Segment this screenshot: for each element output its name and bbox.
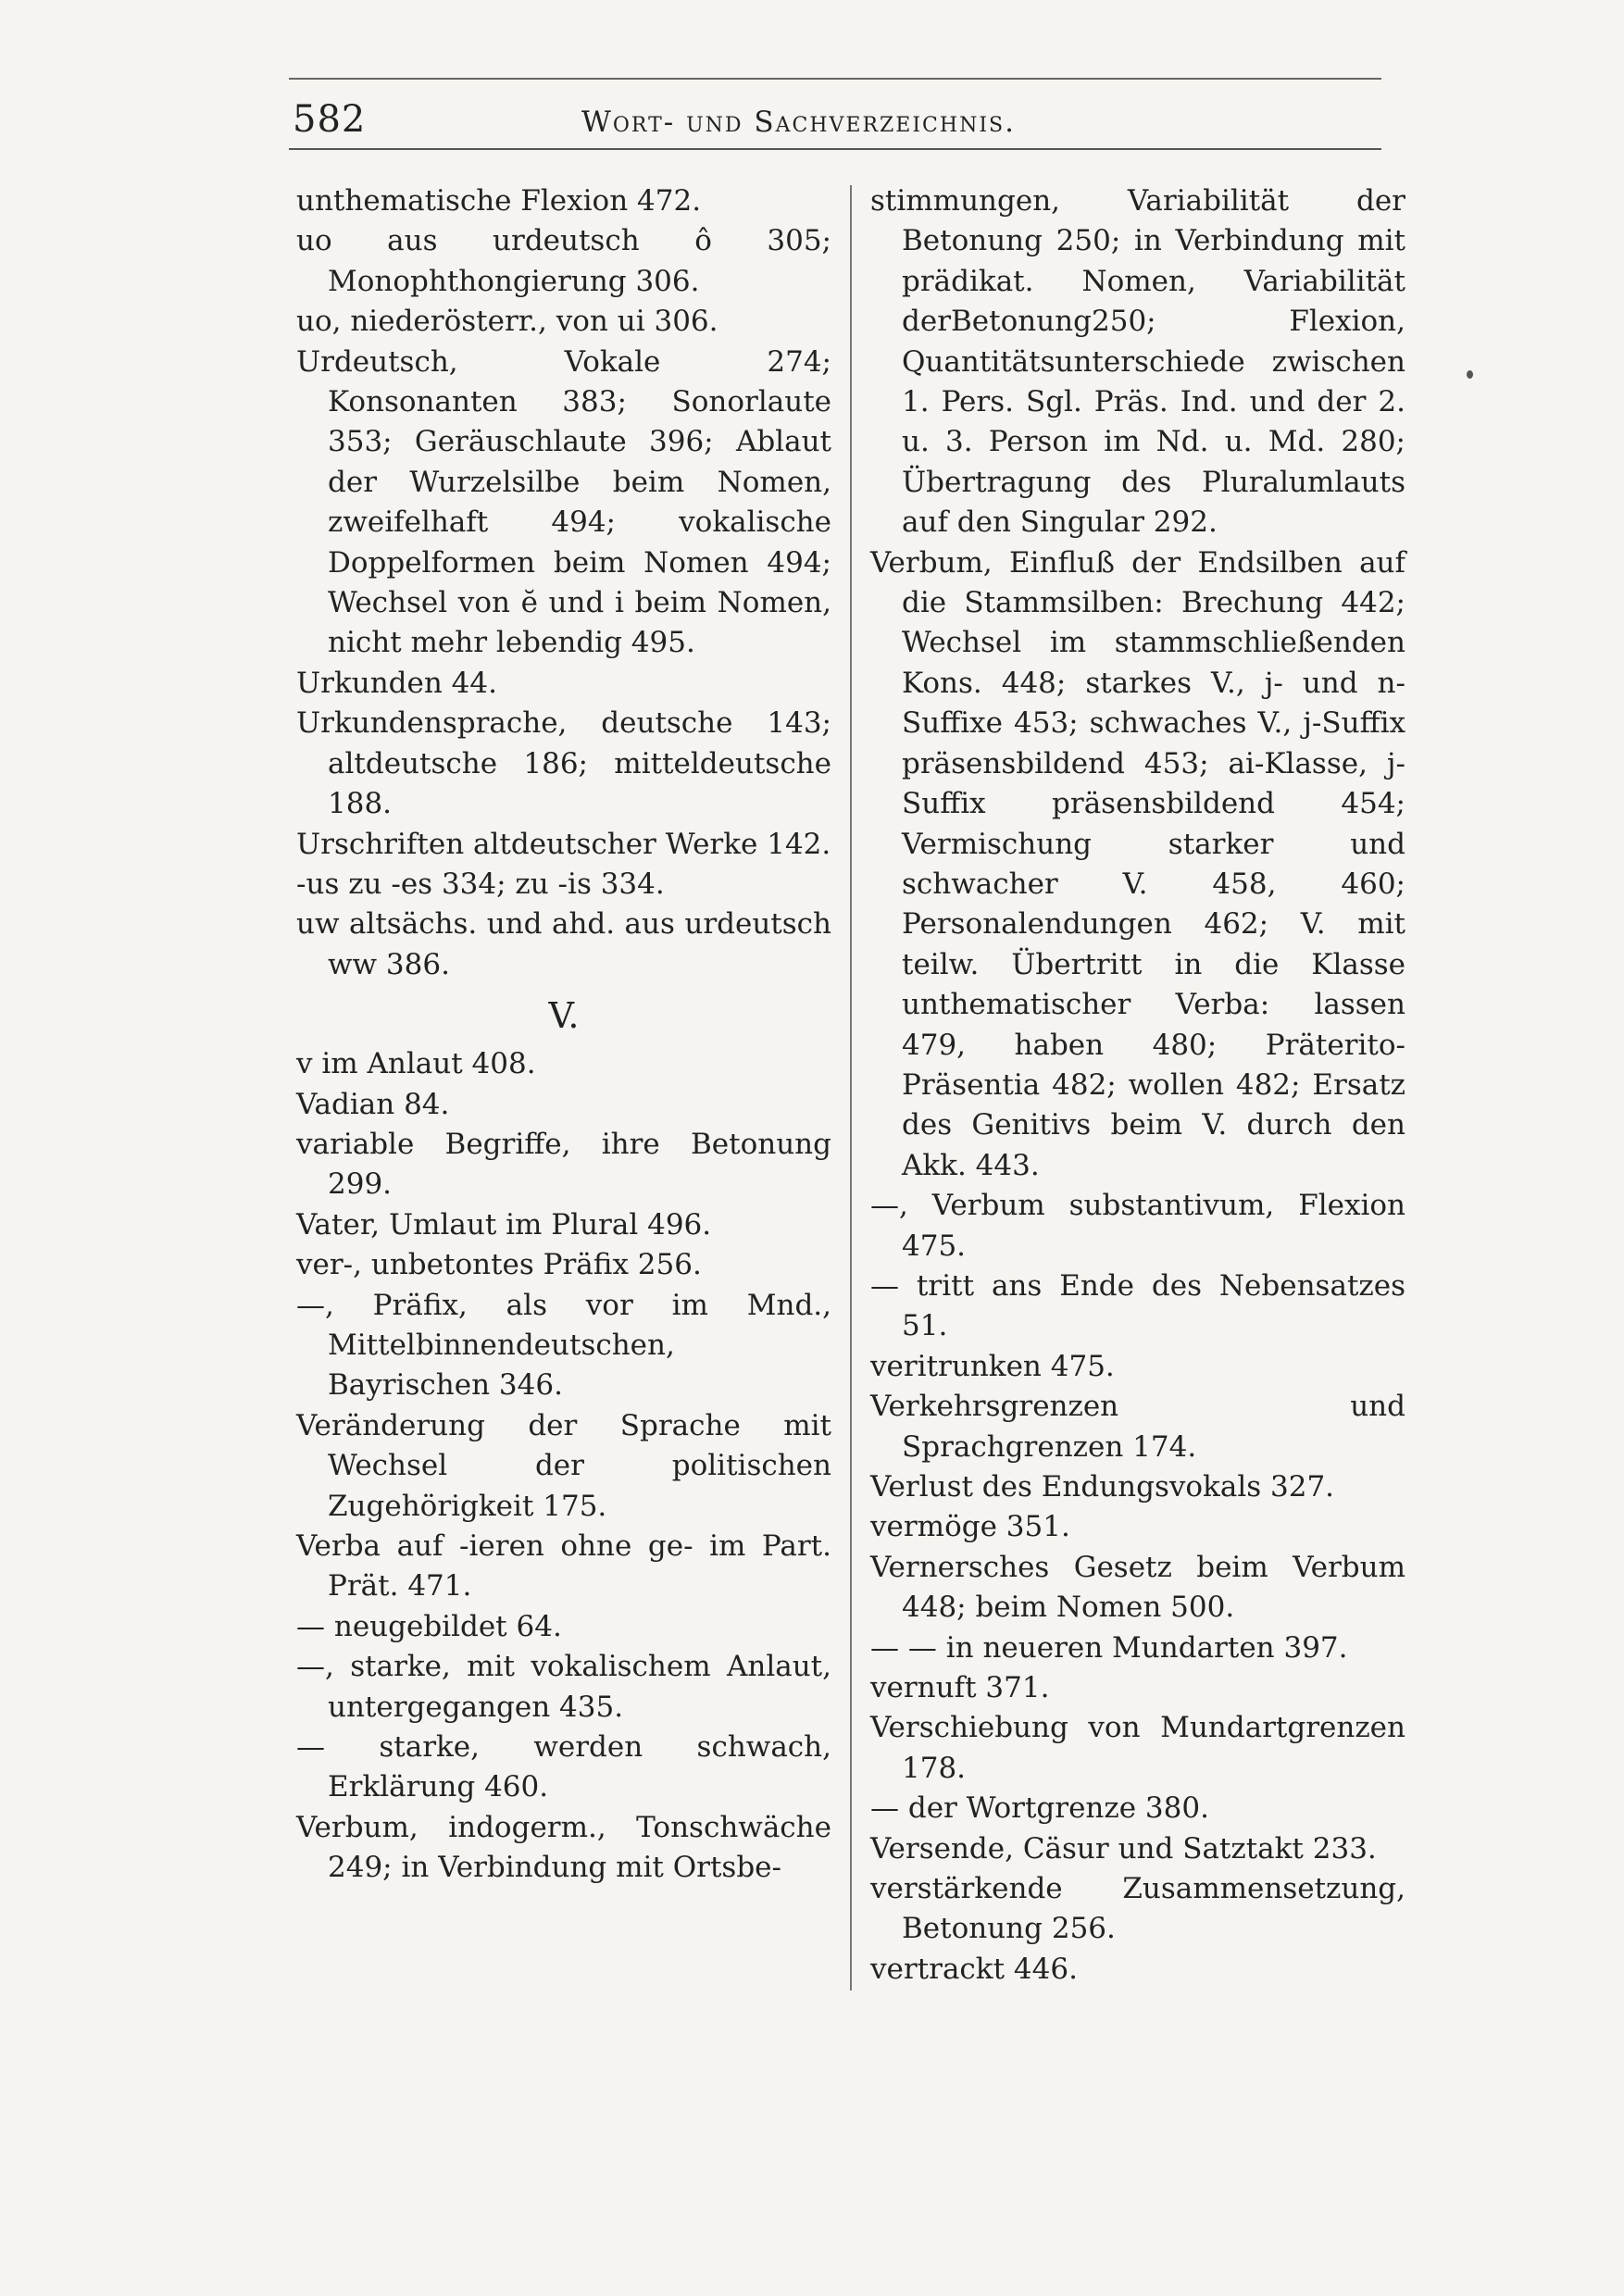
index-entry: Verschiebung von Mundartgrenzen 178. bbox=[870, 1711, 1405, 1785]
index-entry: variable Begriffe, ihre Betonung 299. bbox=[296, 1127, 831, 1202]
header-rule bbox=[289, 148, 1381, 150]
index-entry: unthematische Flexion 472. bbox=[296, 184, 702, 218]
index-entry: Verbum, Einfluß der Endsilben auf die Stammsilben: Brechung 442; Wechsel im stammschließenden Kons. 448; starkes V., j- und n-Suffixe 453; schwaches V., j-Suffix präsensbildend 453; ai-Klasse, j-Suffix präsensbildend 454; Vermischung starker und schwacher V. 458, 460; Personalendungen 462; V. mit teilw. Übertritt in die Klasse unthematischer Verba: lassen 479, haben 480; Präterito-Präsentia 482; wollen 482; Ersatz des Genitivs beim V. durch den Akk. 443. bbox=[870, 545, 1405, 1182]
index-entry: — tritt ans Ende des Nebensatzes 51. bbox=[870, 1268, 1405, 1343]
top-rule bbox=[289, 78, 1381, 80]
index-entry-continued: stimmungen, Variabilität der Betonung 250; in Verbindung mit prädikat. Nomen, Variabilität derBetonung250; Flexion, Quantitätsunterschiede zwischen 1. Pers. Sgl. Präs. Ind. und der 2. u. 3. Person im Nd. u. Md. 280; Übertragung des Pluralumlauts auf den Singular 292. bbox=[870, 184, 1405, 540]
ink-speck bbox=[1467, 370, 1473, 379]
index-entry: vertrackt 446. bbox=[870, 1952, 1078, 1986]
index-entry: Verba auf -ieren ohne ge- im Part. Prät. 471. bbox=[296, 1529, 831, 1603]
index-entry: uw altsächs. und ahd. aus urdeutsch ww 386. bbox=[296, 907, 831, 981]
index-entry: Vernersches Gesetz beim Verbum 448; beim Nomen 500. bbox=[870, 1550, 1405, 1625]
index-entry: —, Präfix, als vor im Mnd., Mittelbinnendeutschen, Bayrischen 346. bbox=[296, 1288, 831, 1403]
index-entry: -us zu -es 334; zu -is 334. bbox=[296, 867, 665, 901]
index-entry: — neugebildet 64. bbox=[296, 1609, 562, 1643]
page-header bbox=[293, 98, 1376, 154]
index-entry: Urschriften altdeutscher Werke 142. bbox=[296, 827, 831, 861]
index-entry: Verbum, indogerm., Tonschwäche 249; in Verbindung mit Ortsbe- bbox=[296, 1810, 831, 1885]
index-entry: Veränderung der Sprache mit Wechsel der politischen Zugehörigkeit 175. bbox=[296, 1408, 831, 1523]
index-entry: —, Verbum substantivum, Flexion 475. bbox=[870, 1189, 1405, 1263]
index-entry: Vater, Umlaut im Plural 496. bbox=[296, 1207, 712, 1242]
left-column bbox=[296, 181, 831, 1889]
index-entry: vernuft 371. bbox=[870, 1671, 1050, 1705]
index-entry: uo aus urdeutsch ô 305; Monophthongierung 306. bbox=[296, 224, 831, 298]
index-entry: Verkehrsgrenzen und Sprachgrenzen 174. bbox=[870, 1390, 1405, 1464]
index-entry: ver-, unbetontes Präfix 256. bbox=[296, 1248, 702, 1282]
page-number: 582 bbox=[293, 98, 367, 141]
index-entry: Verlust des Endungsvokals 327. bbox=[870, 1470, 1335, 1504]
index-entry: Urkundensprache, deutsche 143; altdeutsche 186; mitteldeutsche 188. bbox=[296, 706, 831, 821]
index-entry: Urkunden 44. bbox=[296, 666, 497, 700]
index-entry: — — in neueren Mundarten 397. bbox=[870, 1630, 1348, 1665]
index-entry: — der Wortgrenze 380. bbox=[870, 1791, 1209, 1826]
index-entry: uo, niederösterr., von ui 306. bbox=[296, 305, 718, 339]
index-entry: vermöge 351. bbox=[870, 1510, 1070, 1544]
running-title: Wort- und Sachverzeichnis. bbox=[581, 106, 1016, 139]
index-entry: Urdeutsch, Vokale 274; Konsonanten 383; Sonorlaute 353; Geräuschlaute 396; Ablaut der Wurzelsilbe beim Nomen, zweifelhaft 494; vokalische Doppelformen beim Nomen 494; Wechsel von ĕ und i beim Nomen, nicht mehr lebendig 495. bbox=[296, 344, 831, 660]
index-entry: v im Anlaut 408. bbox=[296, 1047, 536, 1081]
index-entry: verstärkende Zusammensetzung, Betonung 256. bbox=[870, 1872, 1405, 1946]
column-divider bbox=[850, 185, 852, 1990]
right-column bbox=[870, 181, 1405, 1990]
index-entry: — starke, werden schwach, Erklärung 460. bbox=[296, 1730, 831, 1804]
index-entry: —, starke, mit vokalischem Anlaut, untergegangen 435. bbox=[296, 1650, 831, 1724]
index-entry: Versende, Cäsur und Satztakt 233. bbox=[870, 1831, 1377, 1866]
index-entry: Vadian 84. bbox=[296, 1087, 450, 1121]
index-entry: veritrunken 475. bbox=[870, 1349, 1115, 1383]
section-heading-v: V. bbox=[548, 995, 580, 1037]
